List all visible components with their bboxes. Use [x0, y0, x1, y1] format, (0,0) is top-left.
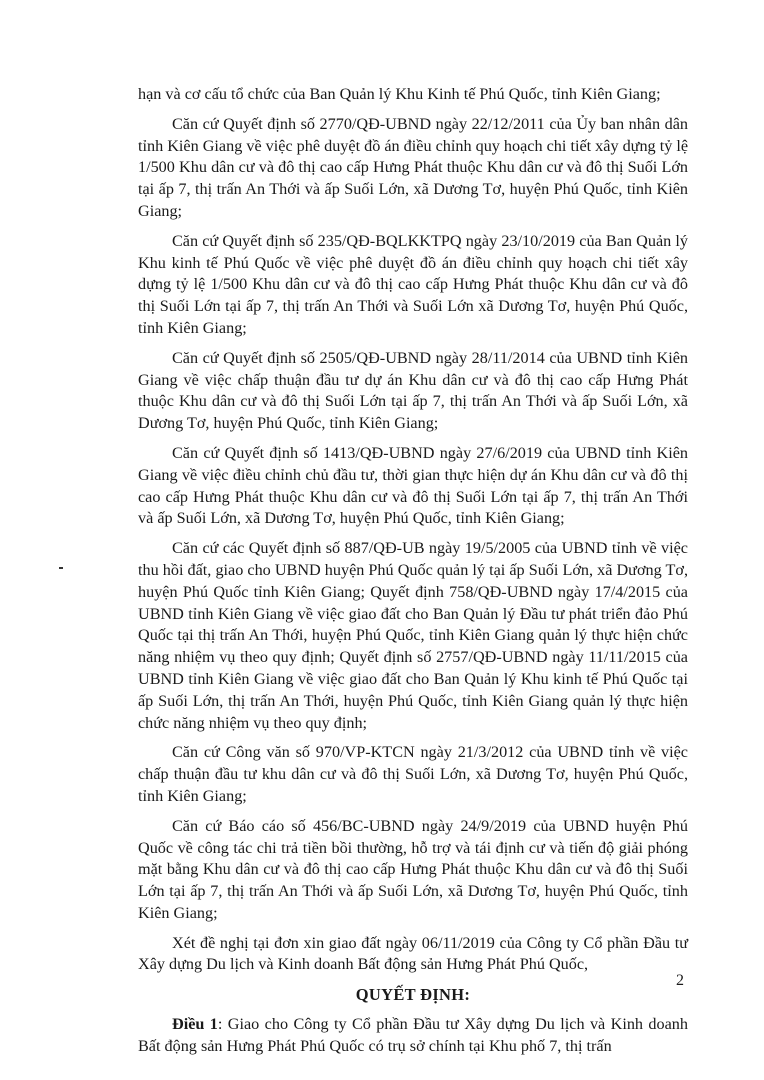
- paragraph-decision-235: Căn cứ Quyết định số 235/QĐ-BQLKKTPQ ngày 23/10/2019 của Ban Quản lý Khu kinh tế Phú Quốc về việc phê duyệt đồ án điều chỉnh quy hoạch chi tiết xây dựng tỷ lệ 1/500 Khu dân cư và đô thị cao cấp Hưng Phát thuộc Khu dân cư và đô thị Suối Lớn tại ấp 7, thị trấn An Thới và Suối Lớn xã Dương Tơ, huyện Phú Quốc, tỉnh Kiên Giang;: [138, 231, 688, 337]
- article-1: [138, 1014, 688, 1058]
- scan-speck: [59, 567, 63, 569]
- paragraph-decision-2505: Căn cứ Quyết định số 2505/QĐ-UBND ngày 28/11/2014 của UBND tỉnh Kiên Giang về việc chấp thuận đầu tư dự án Khu dân cư và đô thị cao cấp Hưng Phát thuộc Khu dân cư và đô thị Suối Lớn tại ấp 7, thị trấn An Thới và ấp Suối Lớn, xã Dương Tơ, huyện Phú Quốc, tỉnh Kiên Giang;: [138, 348, 688, 433]
- paragraph-decisions-887-758-2757: Căn cứ các Quyết định số 887/QĐ-UB ngày 19/5/2005 của UBND tỉnh về việc thu hồi đất, giao cho UBND huyện Phú Quốc quản lý tại ấp Suối Lớn, xã Dương Tơ, huyện Phú Quốc tỉnh Kiên Giang; Quyết định 758/QĐ-UBND ngày 17/4/2015 của UBND tỉnh Kiên Giang về việc giao đất cho Ban Quản lý Đầu tư phát triển đảo Phú Quốc tại thị trấn An Thới, huyện Phú Quốc, tỉnh Kiên Giang quản lý thực hiện chức năng nhiệm vụ theo quy định; Quyết định số 2757/QĐ-UBND ngày 11/11/2015 của UBND tỉnh Kiên Giang về việc giao đất cho Ban Quản lý Khu kinh tế Phú Quốc tại ấp Suối Lớn, thị trấn An Thới, huyện Phú Quốc, tỉnh Kiên Giang quản lý thực hiện chức năng nhiệm vụ theo quy định;: [138, 539, 688, 732]
- article-1-text: : Giao cho Công ty Cổ phần Đầu tư Xây dựng Du lịch và Kinh doanh Bất động sản Hưng Phát Phú Quốc có trụ sở chính tại Khu phố 7, thị trấn: [138, 1015, 688, 1055]
- decision-heading: QUYẾT ĐỊNH:: [355, 985, 471, 1005]
- paragraph-decision-2770: Căn cứ Quyết định số 2770/QĐ-UBND ngày 22/12/2011 của Ủy ban nhân dân tỉnh Kiên Giang về việc phê duyệt đồ án điều chỉnh quy hoạch chi tiết xây dựng tỷ lệ 1/500 Khu dân cư và đô thị cao cấp Hưng Phát thuộc Khu dân cư và đô thị Suối Lớn tại ấp 7, thị trấn An Thới và ấp Suối Lớn, xã Dương Tơ, huyện Phú Quốc, tỉnh Kiên Giang;: [138, 114, 689, 220]
- page-number: 2: [676, 972, 684, 989]
- paragraph-report-456: Căn cứ Báo cáo số 456/BC-UBND ngày 24/9/2019 của UBND huyện Phú Quốc về công tác chi trả tiền bồi thường, hỗ trợ và tái định cư và tiến độ giải phóng mặt bằng Khu dân cư và đô thị cao cấp Hưng Phát thuộc Khu dân cư và đô thị Suối Lớn tại ấp 7, thị trấn An Thới và ấp Suối Lớn, xã Dương Tơ, huyện Phú Quốc, tỉnh Kiên Giang;: [138, 816, 688, 922]
- paragraph-official-letter-970: Căn cứ Công văn số 970/VP-KTCN ngày 21/3/2012 của UBND tỉnh về việc chấp thuận đầu tư khu dân cư và đô thị Suối Lớn, xã Dương Tơ, huyện Phú Quốc, tỉnh Kiên Giang;: [138, 743, 688, 805]
- document-body: [138, 84, 688, 1066]
- paragraph-decision-1413: Căn cứ Quyết định số 1413/QĐ-UBND ngày 27/6/2019 của UBND tỉnh Kiên Giang về việc điều chỉnh chủ đầu tư, thời gian thực hiện dự án Khu dân cư và đô thị cao cấp Hưng Phát thuộc Khu dân cư và đô thị Suối Lớn tại ấp 7, thị trấn An Thới và ấp Suối Lớn, xã Dương Tơ, huyện Phú Quốc, tỉnh Kiên Giang;: [138, 443, 688, 528]
- paragraph-continuation: hạn và cơ cấu tổ chức của Ban Quản lý Khu Kinh tế Phú Quốc, tỉnh Kiên Giang;: [138, 85, 661, 103]
- article-1-label: Điều 1: [172, 1015, 218, 1034]
- paragraph-land-request: Xét đề nghị tại đơn xin giao đất ngày 06/11/2019 của Công ty Cổ phần Đầu tư Xây dựng Du lịch và Kinh doanh Bất động sản Hưng Phát Phú Quốc,: [138, 933, 688, 974]
